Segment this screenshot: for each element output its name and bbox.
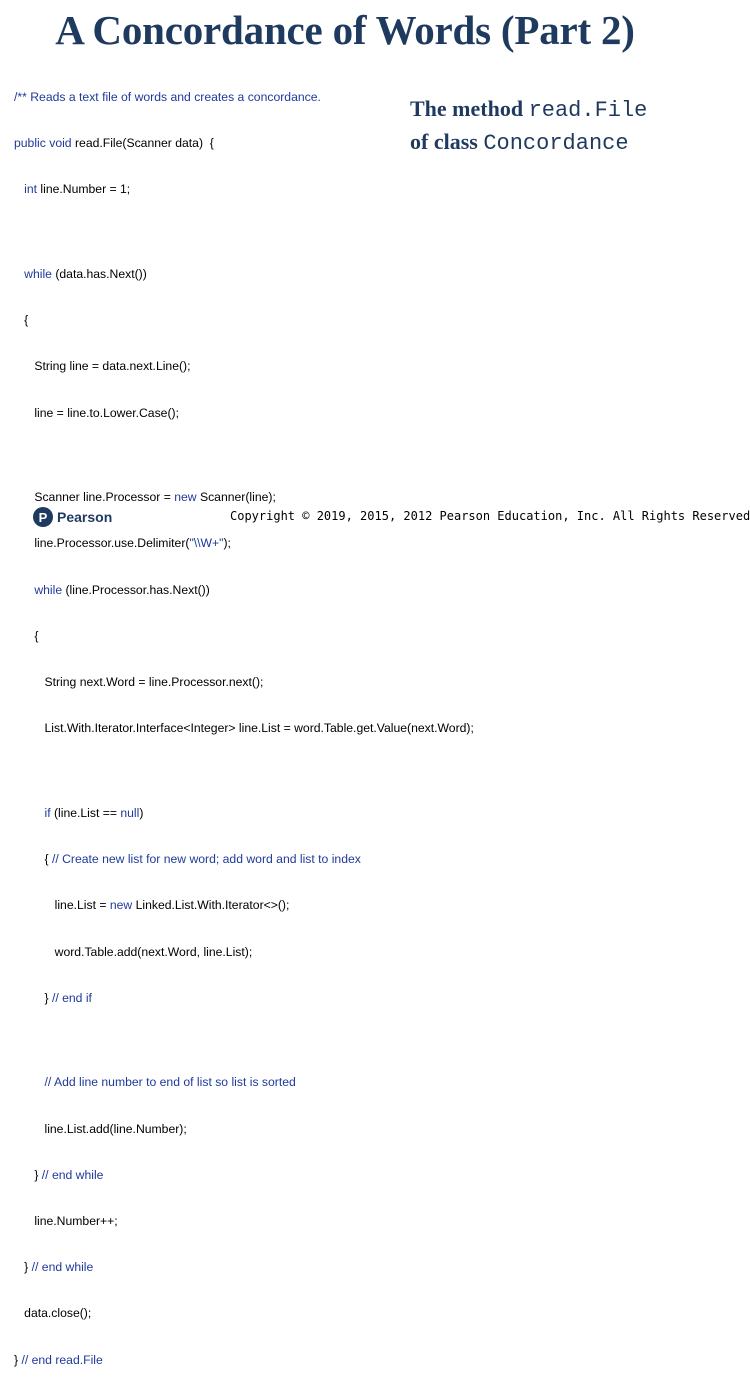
code-text: line.List.add(line.Number); <box>44 1121 187 1136</box>
code-block <box>14 59 574 1399</box>
code-line <box>14 852 574 867</box>
code-keyword: while <box>34 582 63 597</box>
code-line <box>14 629 574 644</box>
code-line <box>14 1353 574 1368</box>
code-line <box>14 1306 574 1321</box>
slide-title: A Concordance of Words (Part 2) <box>55 7 635 53</box>
code-text: Scanner(line); <box>196 490 276 505</box>
method-callout <box>410 93 710 159</box>
code-keyword: if <box>44 805 51 820</box>
code-text: { <box>44 852 52 867</box>
code-line <box>14 898 574 913</box>
code-comment: // Create new list for new word; add word and list to index <box>51 852 361 867</box>
code-line <box>14 991 574 1006</box>
code-text: line = line.to.Lower.Case(); <box>34 405 179 420</box>
code-text: String next.Word = line.Processor.next(); <box>44 675 264 690</box>
code-text: word.Table.add(next.Word, line.List); <box>54 944 253 959</box>
code-text: line.Processor.use.Delimiter( <box>34 536 190 551</box>
code-comment: // Add line number to end of list so list is sorted <box>44 1075 296 1090</box>
code-text: } <box>44 990 52 1005</box>
callout-text: of class <box>410 129 484 154</box>
code-comment: // end while <box>31 1260 94 1275</box>
code-gap <box>14 452 574 460</box>
code-line <box>14 182 574 197</box>
code-line <box>14 536 574 551</box>
copyright-footer: Copyright © 2019, 2015, 2012 Pearson Education, Inc. All Rights Reserved <box>230 509 750 523</box>
code-keyword: int <box>24 182 38 197</box>
code-comment: // end if <box>51 990 92 1005</box>
code-text: (data.has.Next()) <box>51 266 147 281</box>
code-gap <box>14 767 574 775</box>
code-text: line.List = <box>54 898 110 913</box>
code-text: } <box>24 1260 32 1275</box>
code-keyword: new <box>109 898 133 913</box>
code-text: data.close(); <box>24 1306 92 1321</box>
callout-code: read.File <box>528 98 648 123</box>
code-line <box>14 675 574 690</box>
code-string: "\\W+" <box>189 536 224 551</box>
code-comment: /** Reads a text file of words and creates a concordance. <box>14 89 321 104</box>
code-text: Scanner line.Processor = <box>34 490 175 505</box>
code-text: ) <box>139 805 144 820</box>
code-line <box>14 1122 574 1137</box>
code-text: read.File(Scanner data) { <box>71 136 214 151</box>
code-line <box>14 313 574 328</box>
code-text: { <box>34 628 39 643</box>
callout-line-2 <box>410 126 710 159</box>
code-comment: // end while <box>41 1167 104 1182</box>
code-text: List.With.Iterator.Interface<Integer> line.List = word.Table.get.Value(next.Word); <box>44 721 474 736</box>
code-text: line.Number++; <box>34 1214 118 1229</box>
code-line <box>14 1214 574 1229</box>
code-line <box>14 359 574 374</box>
code-keyword: while <box>24 266 52 281</box>
code-text: String line = data.next.Line(); <box>34 359 191 374</box>
code-keyword: null <box>116 805 140 820</box>
code-text: { <box>24 313 29 328</box>
pearson-logo <box>33 506 112 528</box>
code-line <box>14 806 574 821</box>
code-line <box>14 267 574 282</box>
code-line <box>14 1168 574 1183</box>
code-text: } <box>14 1352 22 1367</box>
code-text: (line.List <box>50 805 103 820</box>
code-line <box>14 583 574 598</box>
pearson-logo-text: Pearson <box>57 509 113 525</box>
code-line <box>14 1075 574 1090</box>
code-text: ); <box>223 536 231 551</box>
code-text: Linked.List.With.Iterator<>(); <box>132 898 290 913</box>
callout-code: Concordance <box>483 131 629 156</box>
callout-line-1 <box>410 93 710 126</box>
code-line <box>14 721 574 736</box>
code-line <box>14 1260 574 1275</box>
pearson-logo-icon: P <box>33 507 53 527</box>
code-line <box>14 490 574 505</box>
code-line <box>14 945 574 960</box>
code-gap <box>14 228 574 236</box>
callout-text: The method <box>410 96 529 121</box>
code-line <box>14 406 574 421</box>
code-keyword: public void <box>14 136 72 151</box>
code-text: line.Number = 1; <box>37 182 131 197</box>
code-text: } <box>34 1167 42 1182</box>
code-text: (line.Processor.has.Next()) <box>62 582 210 597</box>
code-operator: == <box>102 805 117 820</box>
code-gap <box>14 1037 574 1045</box>
code-comment: // end read.File <box>21 1352 103 1367</box>
code-keyword: new <box>174 490 197 505</box>
